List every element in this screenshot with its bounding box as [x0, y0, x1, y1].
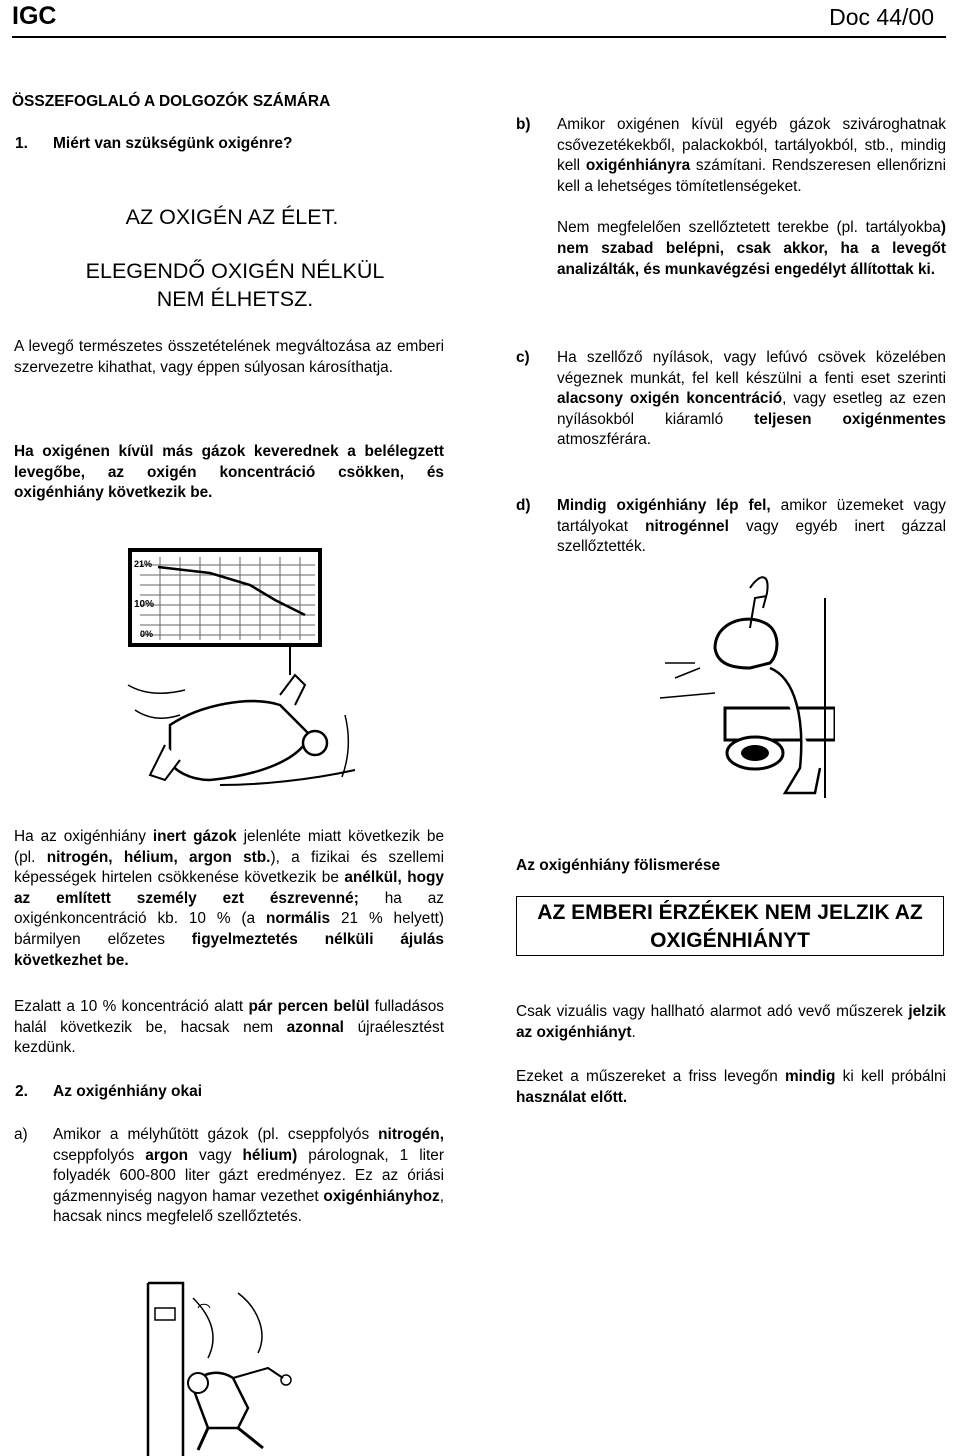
cause-a-text-6: hélium): [242, 1146, 298, 1164]
cause-b-letter: b): [516, 116, 531, 133]
cause-d-text-3: nitrogénnel: [645, 517, 729, 535]
warning-paragraph: Ha oxigénen kívül más gázok keverednek a belélegzett levegőbe, az oxigén koncentráció csökken, és oxigénhiány következik be.: [14, 443, 444, 502]
inert-text-3: jelenléte miatt következik be (pl.: [14, 828, 444, 866]
section1-title: Miért van szükségünk oxigénre?: [53, 135, 293, 152]
cause-d-text-2: amikor üzemeket vagy tartályokat: [557, 497, 946, 535]
cause-a-text-7: párolognak, 1 liter folyadék 600-800 liter gázt eredményez. Ez az óriási gázmennyiség nagyon hamar vezethet: [53, 1146, 444, 1205]
test-text-4: használat előtt.: [516, 1088, 628, 1106]
instrument-paragraph: [516, 1002, 946, 1043]
test-paragraph: [516, 1067, 946, 1108]
cause-b2-text-2: ) nem szabad belépni, csak akkor, ha a levegőt analizálták, és munkavégzési engedélyt állítottak ki.: [557, 219, 946, 278]
instrument-text-2: jelzik az oxigénhiányt: [516, 1003, 946, 1041]
suffocation-text-1: Ezalatt a 10 % koncentráció alatt: [14, 998, 249, 1015]
test-text-2: mindig: [785, 1068, 836, 1085]
cause-a-text: [53, 1125, 444, 1228]
cause-d-text-1: Mindig oxigénhiány lép fel,: [557, 497, 771, 514]
cause-a-text-2: nitrogén,: [378, 1126, 444, 1143]
cause-c-text-5: atmoszférára.: [557, 431, 652, 449]
suffocation-text-4: azonnal: [286, 1018, 344, 1036]
cause-c-text: [557, 348, 946, 451]
section1-number: 1.: [15, 135, 28, 152]
slogan-line2: ELEGENDŐ OXIGÉN NÉLKÜL NEM ÉLHETSZ.: [85, 259, 385, 311]
cause-b-text: [557, 115, 946, 197]
recognition-title: Az oxigénhiány fölismerése: [516, 857, 721, 874]
inert-text-1: Ha az oxigénhiány: [14, 828, 153, 845]
cause-a-text-9: , hacsak nincs megfelelő szellőztetés.: [53, 1187, 444, 1226]
escaping-worker-illustration: [138, 1278, 308, 1456]
cause-a-text-5: vagy: [188, 1146, 243, 1164]
cause-c-text-4: teljesen oxigénmentes: [754, 410, 946, 428]
collapsed-worker-illustration: [110, 545, 370, 805]
cause-a-letter: a): [14, 1126, 28, 1143]
test-text-1: Ezeket a műszereket a friss levegőn: [516, 1068, 785, 1085]
instrument-text-1: Csak vizuális vagy hallható alarmot adó vevő műszerek: [516, 1003, 909, 1020]
cause-b-text-second: [557, 218, 946, 280]
summary-title: ÖSSZEFOGLALÓ A DOLGOZÓK SZÁMÁRA: [12, 93, 331, 110]
chart-label-21: 21%: [134, 559, 153, 569]
cause-a-text-1: Amikor a mélyhűtött gázok (pl. cseppfolyós: [53, 1126, 379, 1143]
inert-text-7: ha az oxigénkoncentráció kb. 10 % (a: [14, 889, 444, 928]
suffocation-paragraph: [14, 997, 444, 1059]
header-divider: [12, 36, 946, 38]
slogan-line1: AZ OXIGÉN AZ ÉLET.: [125, 205, 339, 229]
cause-b2-text-1: Nem megfelelően szellőztetett terekbe (pl. tartályokba: [557, 219, 941, 237]
section2-title: Az oxigénhiány okai: [53, 1083, 203, 1100]
document-number: Doc 44/00: [829, 4, 934, 30]
cause-b-text-1: Amikor oxigénen kívül egyéb gázok szivároghatnak csővezetékekből, palackokból, tartályokból, stb., mindig kell: [557, 116, 946, 175]
test-text-3: ki kell próbálni: [835, 1068, 946, 1085]
inert-gas-paragraph: [14, 827, 444, 971]
cause-d-text: [557, 496, 946, 558]
chart-label-0: 0%: [140, 629, 154, 639]
cause-a-text-8: oxigénhiányhoz: [323, 1187, 440, 1205]
inert-text-10: figyelmeztetés nélküli ájulás következhet be.: [14, 930, 444, 969]
inert-text-6: anélkül, hogy az említett személy ezt észrevenné;: [14, 869, 444, 907]
cause-b: [516, 115, 946, 280]
suffocation-text-5: újraélesztést kezdünk.: [14, 1018, 444, 1057]
suffocation-text-3: fulladásos halál következik be, hacsak nem: [14, 998, 444, 1036]
cause-d-letter: d): [516, 497, 531, 514]
cause-a-text-4: argon: [145, 1146, 189, 1164]
chart-label-10: 10%: [134, 599, 155, 610]
cause-c: [516, 348, 946, 451]
cause-d: [516, 496, 946, 558]
cause-a-text-3: cseppfolyós: [53, 1146, 146, 1164]
cause-a: [14, 1125, 444, 1228]
cause-b-text-3: számítani. Rendszeresen ellenőrizni kell a lehetséges tömítetlenségeket.: [557, 157, 946, 195]
senses-warning-box: AZ EMBERI ÉRZÉKEK NEM JELZIK AZ OXIGÉNHIÁNYT: [516, 896, 944, 956]
intro-paragraph: A levegő természetes összetételének megváltozása az emberi szervezetre kihathat, vagy éppen súlyosan károsíthatja.: [14, 338, 444, 376]
header-logo-text: IGC: [12, 2, 57, 30]
section2-number: 2.: [15, 1083, 28, 1100]
inert-text-2: inert gázok: [152, 828, 237, 845]
cause-c-text-3: , vagy esetleg az ezen nyílásokból kiáramló: [557, 390, 946, 428]
cause-b-text-2: oxigénhiányra: [585, 157, 691, 175]
inert-text-9: 21 % helyett) bármilyen előzetes: [14, 910, 444, 948]
inert-text-4: nitrogén, hélium, argon stb.: [46, 848, 271, 866]
suffocation-text-2: pár percen belül: [248, 998, 370, 1015]
instrument-text-3: .: [631, 1023, 636, 1041]
cause-c-text-2: alacsony oxigén koncentráció: [557, 390, 783, 408]
inert-text-8: normális: [265, 910, 331, 928]
cause-c-letter: c): [516, 349, 530, 366]
cause-c-text-1: Ha szellőző nyílások, vagy lefúvó csövek közelében végeznek munkát, fel kell készülni a fenti eset szerinti: [557, 349, 946, 387]
cause-d-text-4: vagy egyéb inert gázzal szellőztették.: [557, 517, 947, 556]
inert-text-5: ), a fizikai és szellemi képességek hirtelen csökkenése következik be: [14, 848, 445, 887]
worker-at-vent-illustration: [655, 568, 835, 798]
